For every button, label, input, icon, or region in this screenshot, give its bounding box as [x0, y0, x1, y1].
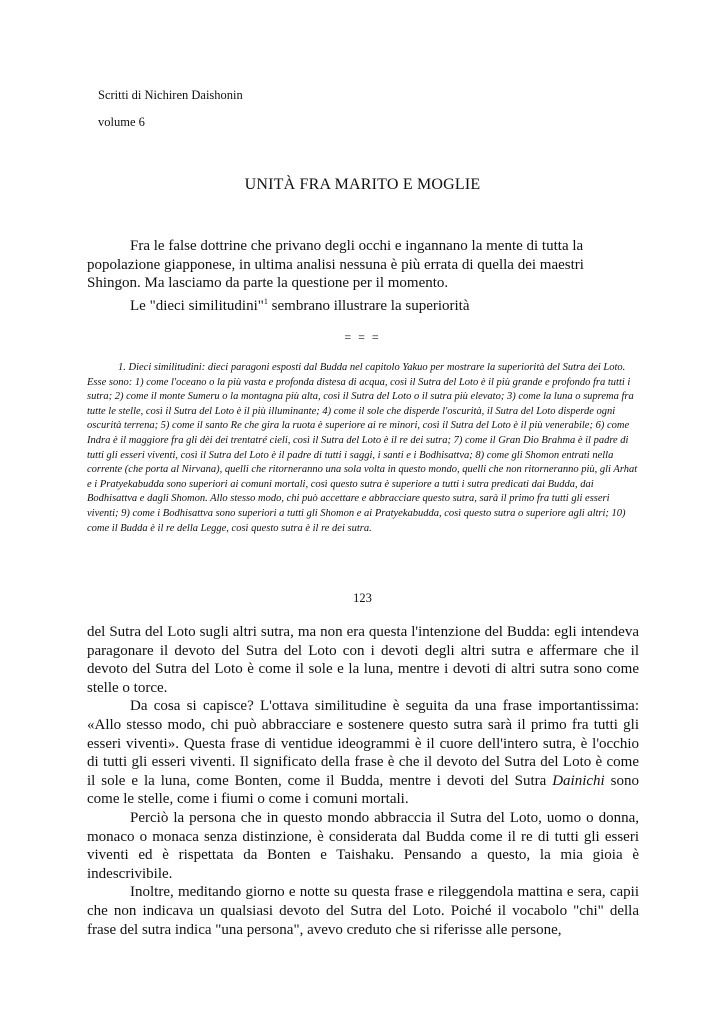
paragraph	[87, 697, 639, 809]
paragraph-text: Da cosa si capisce? L'ottava similitudine è seguita da una frase importantissima: «Allo stesso modo, chi può abbracciare e sostenere questo sutra sarà il primo fra tutti gli esseri viventi». Questa frase di ventidue ideogrammi è il cuore dell'intero sutra, è l'occhio di tutti gli esseri viventi. Il significato della frase è che il devoto del Sutra del Loto è come il sole e la luna, come Bonten, come il Budda, mentre i devoti del Sutra	[87, 698, 639, 789]
paragraph: Perciò la persona che in questo mondo abbraccia il Sutra del Loto, uomo o donna, monaco o monaca senza distinzione, è considerata dal Budda come il re di tutti gli esseri viventi ed è rispettata da Bonten e Taishaku. Pensando a questo, la mia gioia è indescrivibile.	[87, 809, 639, 882]
page-number: 123	[353, 591, 372, 605]
footnote-text: 1. Dieci similitudini: dieci paragoni esposti dal Budda nel capitolo Yakuo per mostrare la superiorità del Sutra dei Loto. Esse sono: 1) come l'oceano o la più vasta e profonda distesa di acqua, così il Sutra del Loto è il più grande e profondo fra tutti i sutra; 2) come il monte Sumeru o la montagna più alta, così il Sutra del Loto o il sutra più elevato; 3) come la luna o suprema fra tutte le stelle, così il Sutra del Loto è il più illuminante; 4) come il sole che disperde l'oscurità, il Sutra del Loto disperde ogni oscurità terrena; 5) come il santo Re che gira la ruota è superiore ai re minori, così il Sutra del Loto è il più venerabile; 6) come Indra è il maggiore fra gli dèi dei trentatré cieli, così il Sutra del Loto è il re dei sutra; 7) come il Gran Dio Brahma è il padre di tutti gli esseri viventi, così il Sutra del Loto è il padre di tutti i saggi, i santi e i Bodhisattva; 8) come gli Shomon entrati nella corrente (che porta al Nirvana), quelli che ritorneranno una sola volta in questo mondo, quelli che non ritorneranno più, gli Arhat e i Pratyekabudda sono superiori ai comuni mortali, così questo sutra è superiore a tutti i sutra predicati dai Budda, dai Bodhisattva e dagli Shomon. Allo stesso modo, chi può accettare e abbracciare questo sutra, sarà il primo fra tutti gli esseri viventi; 9) come i Bodhisattva sono superiori a tutti gli Shomon e ai Pratyekabudda, così questo sutra o superiore agli altri; 10) come il Budda è il re della Legge, così questo sutra è il re dei sutra.	[87, 362, 638, 534]
paragraph-text: sono come le stelle, come i fiumi o come i comuni mortali.	[87, 772, 639, 808]
italic-term: Dainichi	[552, 772, 605, 789]
paragraph: del Sutra del Loto sugli altri sutra, ma non era questa l'intenzione del Budda: egli intendeva paragonare il devoto del Sutra del Loto con i devoti degli altri sutra e affermare che il devoto del Sutra del Loto è come il sole e la luna, mentre i devoti di altri sutra sono come stelle o torce.	[87, 624, 639, 696]
footnote-marker: 1	[263, 296, 268, 306]
paragraph	[87, 293, 639, 316]
upper-text-block	[87, 237, 639, 315]
chapter-title: UNITÀ FRA MARITO E MOGLIE	[244, 176, 481, 193]
paragraph-text: Le "dieci similitudini"	[130, 297, 264, 314]
lower-text-block	[87, 623, 639, 939]
running-header-volume: volume 6	[98, 115, 145, 129]
footnote	[87, 361, 639, 536]
running-header-title: Scritti di Nichiren Daishonin	[98, 88, 243, 102]
section-separator: = = =	[344, 330, 381, 344]
paragraph: Fra le false dottrine che privano degli occhi e ingannano la mente di tutta la popolazione giapponese, in ultima analisi nessuna è più errata di quella dei maestri Shingon. Ma lasciamo da parte la questione per il momento.	[87, 238, 584, 292]
paragraph-text: sembrano illustrare la superiorità	[267, 297, 470, 314]
paragraph: Inoltre, meditando giorno e notte su questa frase e rileggendola mattina e sera, capii che non indicava un qualsiasi devoto del Sutra del Loto. Poiché il vocabolo "chi" della frase del sutra indica "una persona", avevo creduto che si riferisse alle persone,	[87, 884, 639, 938]
